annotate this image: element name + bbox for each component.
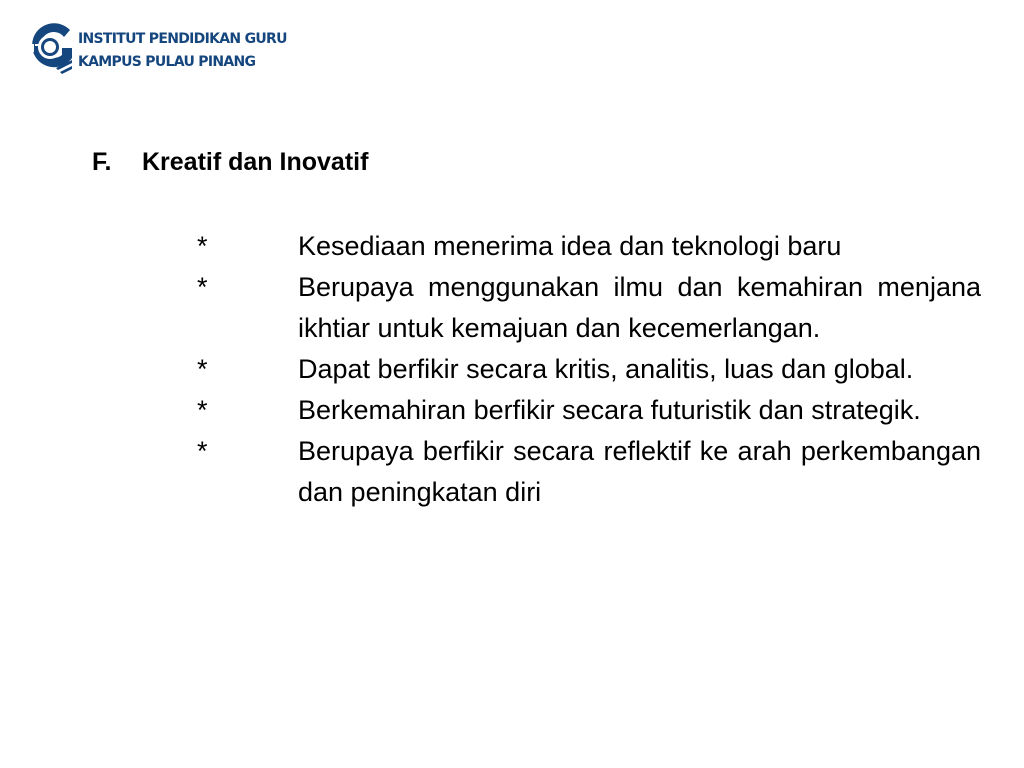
institution-name-line-2: KAMPUS PULAU PINANG (78, 54, 256, 70)
list-item (195, 390, 981, 431)
bullet-text: Kesediaan menerima idea dan teknologi baru (298, 231, 842, 261)
ipg-logo-icon (26, 18, 78, 76)
bullet-marker: * (197, 395, 208, 425)
bullet-text: Berkemahiran berfikir secara futuristik dan strategik. (298, 395, 921, 425)
bullet-text: Berupaya berfikir secara reflektif ke arah perkembangan dan peningkatan diri (298, 436, 981, 507)
bullet-marker: * (197, 436, 208, 466)
list-item (195, 226, 981, 267)
section-title: Kreatif dan Inovatif (142, 148, 369, 176)
bullet-text: Berupaya menggunakan ilmu dan kemahiran menjana ikhtiar untuk kemajuan dan kecemerlangan. (298, 272, 981, 343)
section-heading (92, 148, 368, 177)
bullet-text: Dapat berfikir secara kritis, analitis, luas dan global. (298, 354, 914, 384)
bullet-marker: * (197, 272, 208, 302)
bullet-marker: * (197, 354, 208, 384)
bullet-list (195, 226, 981, 513)
list-item (195, 431, 981, 513)
section-letter: F. (92, 148, 112, 176)
list-item (195, 349, 981, 390)
list-item (195, 267, 981, 349)
bullet-marker: * (197, 231, 208, 261)
institution-name-line-1: INSTITUT PENDIDIKAN GURU (78, 31, 287, 47)
institution-header (24, 18, 344, 78)
